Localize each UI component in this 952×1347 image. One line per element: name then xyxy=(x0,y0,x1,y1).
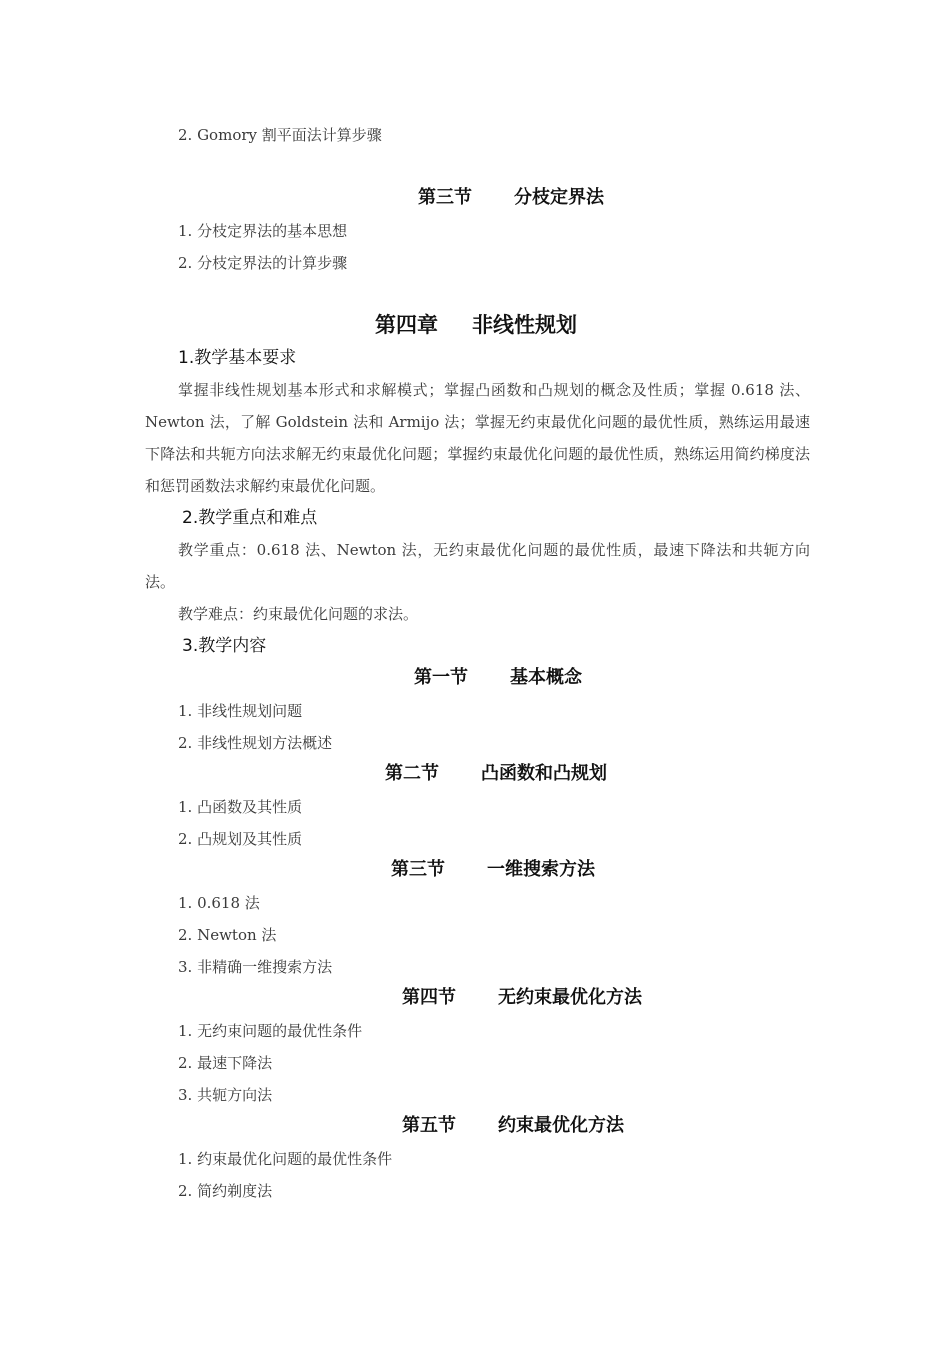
section-title: 分枝定界法 xyxy=(514,187,604,208)
section-heading xyxy=(402,1114,624,1138)
section-number: 第一节 xyxy=(414,667,468,688)
list-item: 3. 非精确一维搜索方法 xyxy=(178,958,333,976)
subheading-key-points: 2.教学重点和难点 xyxy=(182,508,318,528)
section-heading xyxy=(402,986,642,1010)
list-item: 2. 最速下降法 xyxy=(178,1054,273,1072)
section-number: 第五节 xyxy=(402,1115,456,1136)
section-heading xyxy=(385,762,607,786)
section-number: 第四节 xyxy=(402,987,456,1008)
list-item: 1. 分枝定界法的基本思想 xyxy=(178,222,348,240)
difficulties-paragraph: 教学难点：约束最优化问题的求法。 xyxy=(178,605,419,623)
section-number: 第二节 xyxy=(385,763,439,784)
key-points-paragraph: 教学重点：0.618 法、Newton 法，无约束最优化问题的最优性质，最速下降法和共轭方向法。 xyxy=(145,541,810,591)
list-item: 2. 凸规划及其性质 xyxy=(178,830,303,848)
list-item: 1. 0.618 法 xyxy=(178,894,260,912)
section-title: 凸函数和凸规划 xyxy=(481,763,607,784)
chapter-title: 非线性规划 xyxy=(472,313,577,337)
chapter-number: 第四章 xyxy=(375,313,438,337)
section-heading xyxy=(414,666,582,690)
section-title: 基本概念 xyxy=(510,667,582,688)
list-item: 2. 简约剃度法 xyxy=(178,1182,273,1200)
section-heading xyxy=(418,186,604,210)
subheading-requirements: 1.教学基本要求 xyxy=(178,348,297,368)
section-title: 约束最优化方法 xyxy=(498,1115,624,1136)
chapter-heading xyxy=(0,311,952,339)
section-number: 第三节 xyxy=(391,859,445,880)
list-item: 2. 分枝定界法的计算步骤 xyxy=(178,254,348,272)
section-title: 无约束最优化方法 xyxy=(498,987,642,1008)
list-item: 2. 非线性规划方法概述 xyxy=(178,734,333,752)
list-item: 2. Newton 法 xyxy=(178,926,277,944)
list-item: 3. 共轭方向法 xyxy=(178,1086,273,1104)
list-item: 1. 约束最优化问题的最优性条件 xyxy=(178,1150,393,1168)
list-item: 2. Gomory 割平面法计算步骤 xyxy=(178,126,382,144)
section-title: 一维搜索方法 xyxy=(487,859,595,880)
list-item: 1. 无约束问题的最优性条件 xyxy=(178,1022,363,1040)
subheading-content: 3.教学内容 xyxy=(182,636,267,656)
requirements-paragraph: 掌握非线性规划基本形式和求解模式；掌握凸函数和凸规划的概念及性质；掌握 0.618 法、Newton 法，了解 Goldstein 法和 Armijo 法；掌握无约束最优化问题的最优性质，熟练运用最速下降法和共轭方向法求解无约束最优化问题；掌握约束最优化问题的最优性质，熟练运用简约梯度法和惩罚函数法求解约束最优化问题。 xyxy=(145,381,810,495)
section-heading xyxy=(391,858,595,882)
list-item: 1. 凸函数及其性质 xyxy=(178,798,303,816)
section-number: 第三节 xyxy=(418,187,472,208)
list-item: 1. 非线性规划问题 xyxy=(178,702,303,720)
